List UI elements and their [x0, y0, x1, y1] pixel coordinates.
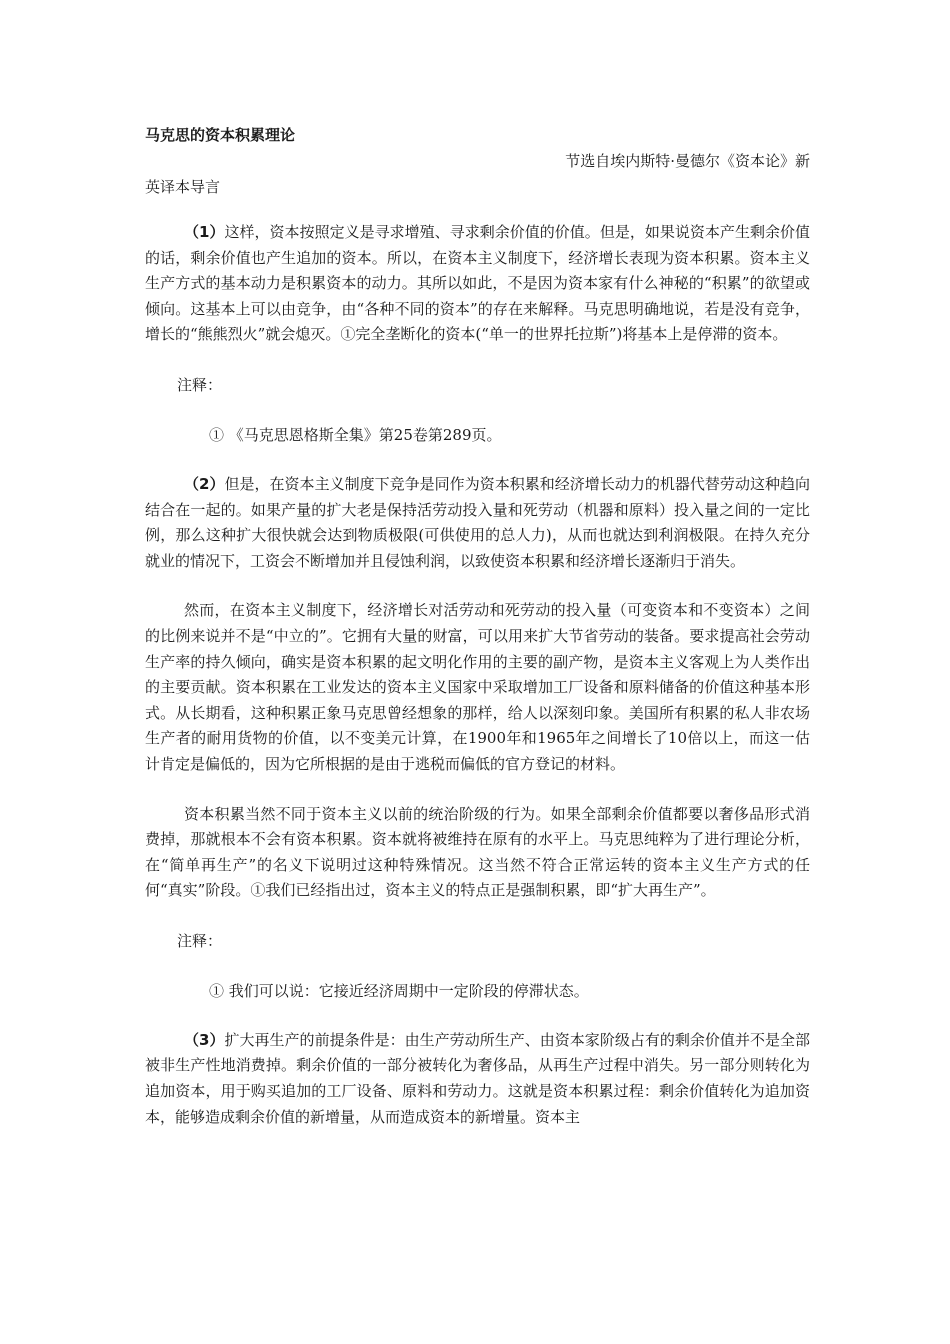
document-body — [145, 122, 810, 1154]
paragraph-2-text: 但是，在资本主义制度下竞争是同作为资本积累和经济增长动力的机器代替劳动这种趋向结合在一起的。如果产量的扩大老是保持活劳动投入量和死劳动（机器和原料）投入量之间的一定比例，那么这种扩大很快就会达到物质极限(可供使用的总人力)，从而也就达到利润极限。在持久充分就业的情况下，工资会不断增加并且侵蚀利润，以致使资本积累和经济增长逐渐归于消失。 — [145, 474, 810, 570]
paragraph-4: 资本积累当然不同于资本主义以前的统治阶级的行为。如果全部剩余价值都要以奢侈品形式消费掉，那就根本不会有资本积累。资本就将被维持在原有的水平上。马克思纯粹为了进行理论分析，在“简单再生产”的名义下说明过这种特殊情况。这当然不符合正常运转的资本主义生产方式的任何“真实”阶段。①我们已经指出过，资本主义的特点正是强制积累，即“扩大再生产”。 — [145, 804, 810, 900]
source-attribution: 节选自埃内斯特·曼德尔《资本论》新 — [565, 152, 810, 170]
section-number-2: （2） — [184, 474, 225, 493]
document-title: 马克思的资本积累理论 — [145, 126, 296, 144]
paragraph-1 — [145, 220, 810, 348]
section-number-1: （1） — [184, 223, 225, 241]
section-number-3: （3） — [184, 1030, 225, 1049]
footnote-1: ① 《马克思恩格斯全集》第25卷第289页。 — [209, 425, 502, 444]
source-attribution-continued: 英译本导言 — [145, 178, 221, 196]
note-label-2: 注释： — [177, 931, 223, 950]
paragraph-1-text: 这样，资本按照定义是寻求增殖、寻求剩余价值的价值。但是，如果说资本产生剩余价值的话，剩余价值也产生追加的资本。所以，在资本主义制度下，经济增长表现为资本积累。资本主义生产方式的基本动力是积累资本的动力。其所以如此，不是因为资本家有什么神秘的“积累”的欲望或倾向。这基本上可以由竞争，由“各种不同的资本”的存在来解释。马克思明确地说，若是没有竞争，增长的“熊熊烈火”就会熄灭。①完全垄断化的资本(“单一的世界托拉斯”)将基本上是停滞的资本。 — [145, 223, 810, 344]
note-label-1: 注释： — [177, 375, 223, 394]
footnote-2: ① 我们可以说：它接近经济周期中一定阶段的停滞状态。 — [209, 981, 589, 1000]
paragraph-3: 然而，在资本主义制度下，经济增长对活劳动和死劳动的投入量（可变资本和不变资本）之间的比例来说并不是“中立的”。它拥有大量的财富，可以用来扩大节省劳动的装备。要求提高社会劳动生产率的持久倾向，确实是资本积累的起文明化作用的主要的副产物，是资本主义客观上为人类作出的主要贡献。资本积累在工业发达的资本主义国家中采取增加工厂设备和原料储备的价值这种基本形式。从长期看，这种积累正象马克思曾经想象的那样，给人以深刻印象。美国所有积累的私人非农场生产者的耐用货物的价值，以不变美元计算，在1900年和1965年之间增长了10倍以上，而这一估计肯定是偏低的，因为它所根据的是由于逃税而偏低的官方登记的材料。 — [145, 601, 810, 773]
paragraph-5 — [145, 1028, 810, 1130]
paragraph-2 — [145, 472, 810, 574]
paragraph-5-text: 扩大再生产的前提条件是：由生产劳动所生产、由资本家阶级占有的剩余价值并不是全部被非生产性地消费掉。剩余价值的一部分被转化为奢侈品，从再生产过程中消失。另一部分则转化为追加资本，用于购买追加的工厂设备、原料和劳动力。这就是资本积累过程：剩余价值转化为追加资本，能够造成剩余价值的新增量，从而造成资本的新增量。资本主 — [145, 1030, 810, 1126]
